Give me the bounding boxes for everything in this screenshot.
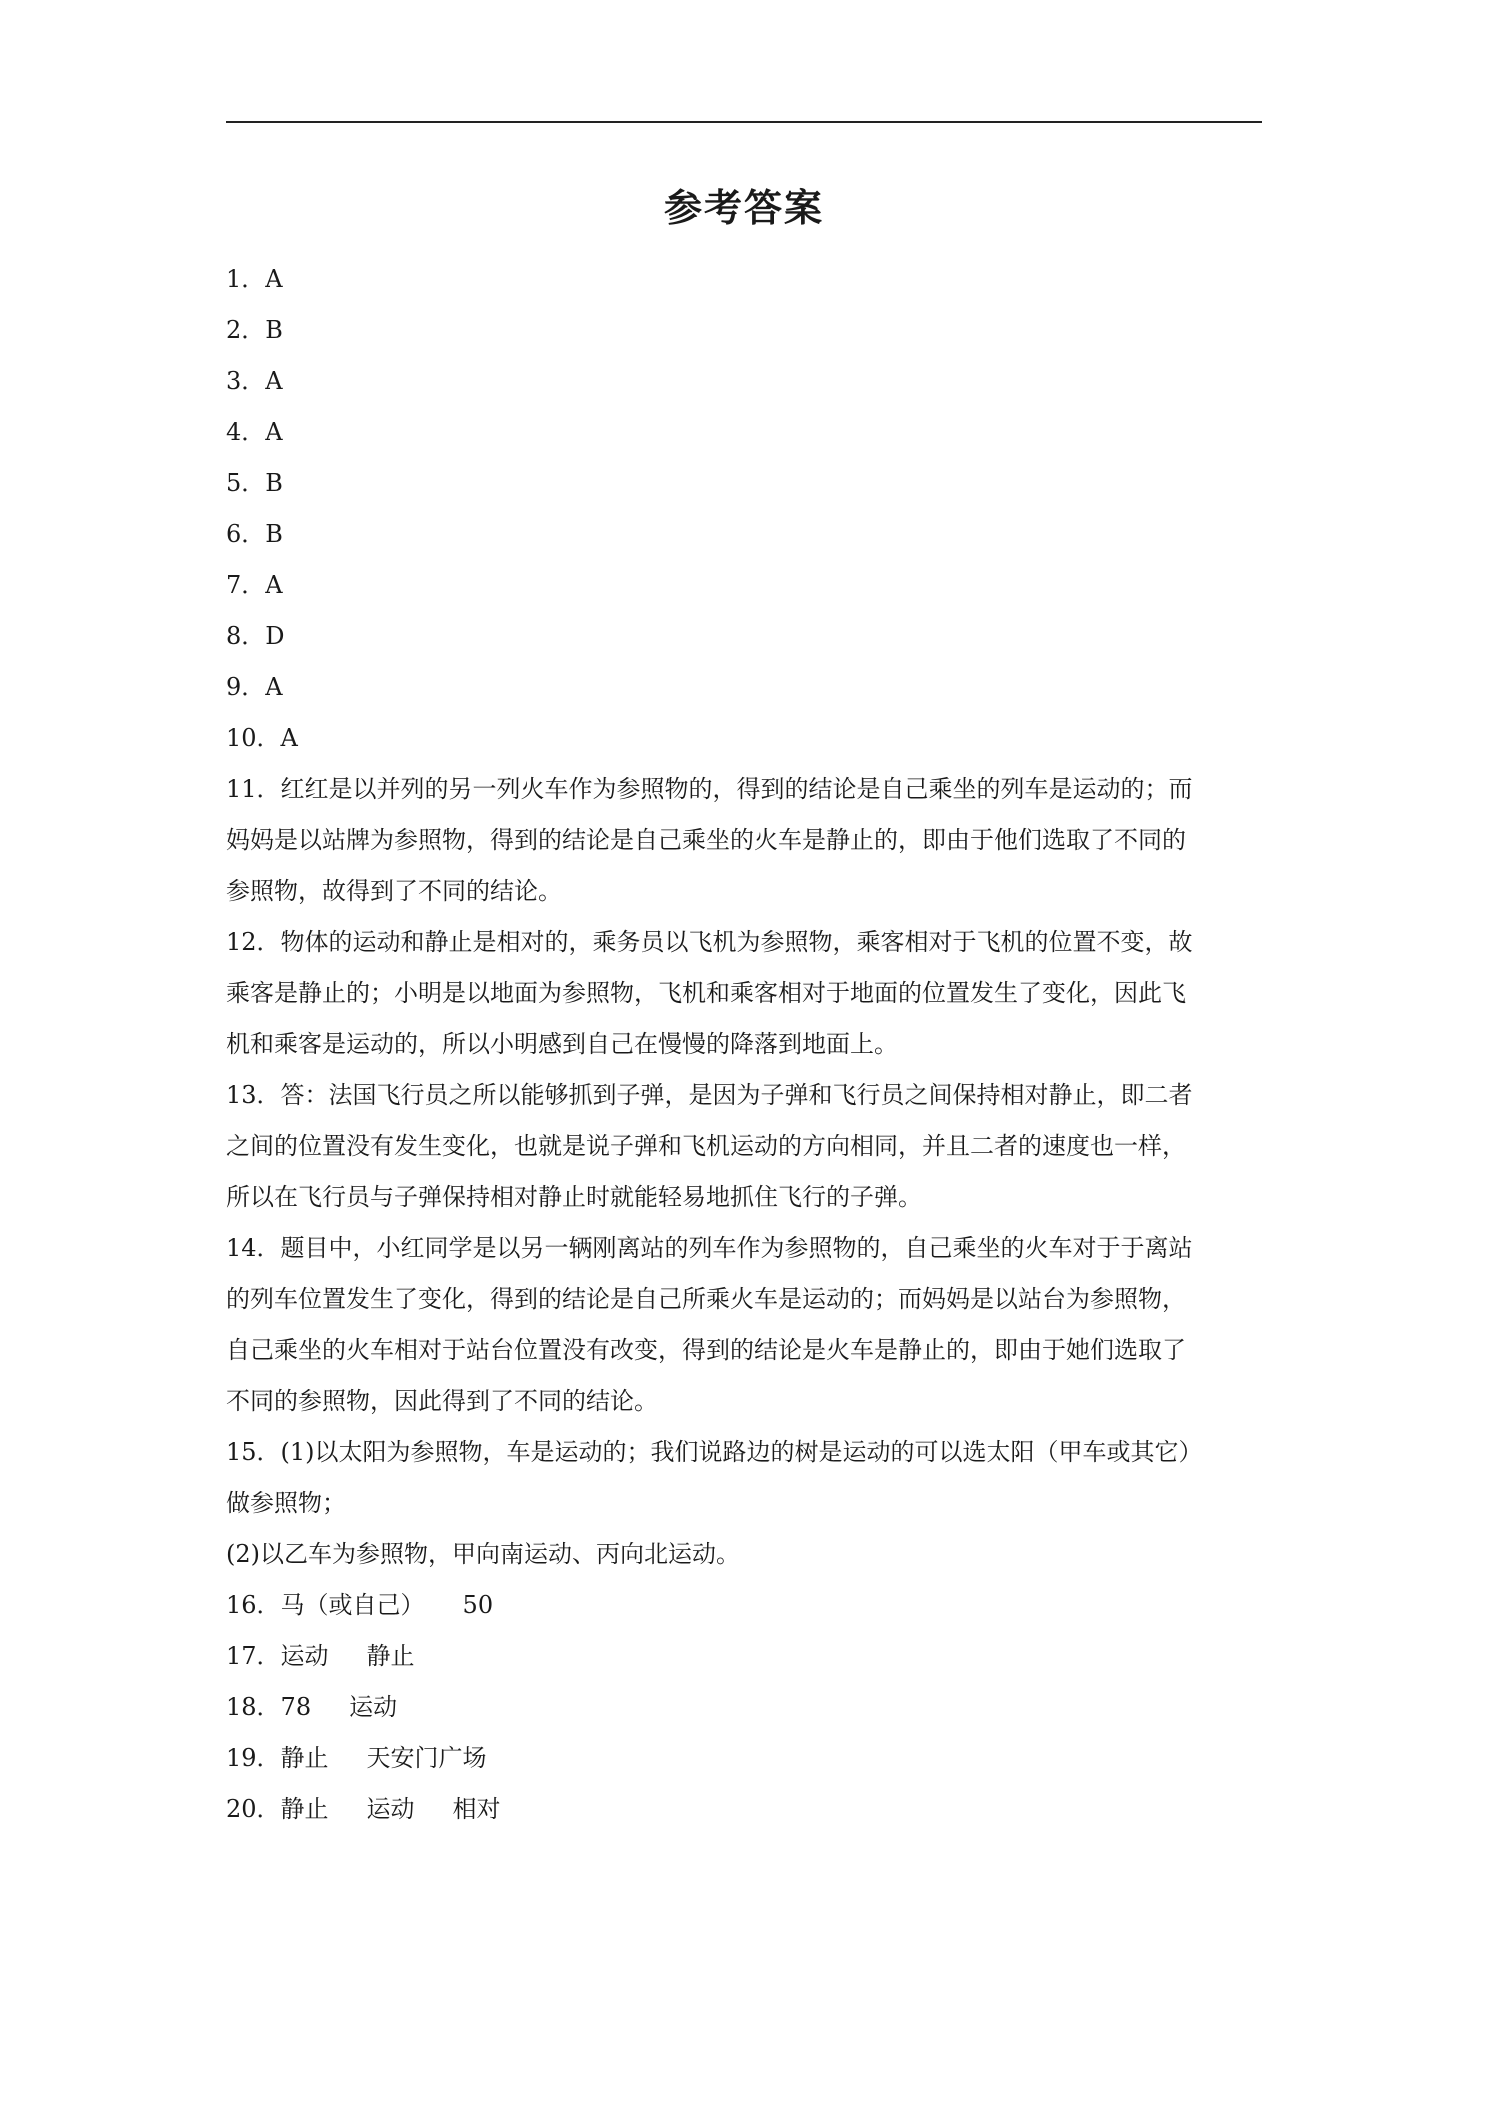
answer-line (226, 1529, 1262, 1580)
answer-line (226, 764, 1262, 815)
page-title: 参考答案 (663, 185, 824, 230)
answer-line (226, 1172, 1262, 1223)
answer-blank: 静止 (280, 1795, 329, 1823)
answer-line (226, 1376, 1262, 1427)
answer-line (226, 1121, 1262, 1172)
answer-choice: A (265, 265, 283, 293)
answer-number: 1． (226, 265, 266, 293)
answer-text: 之间的位置没有发生变化，也就是说子弹和飞机运动的方向相同，并且二者的速度也一样， (226, 1132, 1186, 1160)
answer-line (226, 917, 1262, 968)
answer-number: 17． (226, 1642, 281, 1670)
answer-number: 13． (226, 1081, 281, 1109)
fill-answer-item (226, 1631, 1262, 1682)
answer-blank: 运动 (280, 1642, 329, 1670)
answer-number: 8． (226, 622, 266, 650)
essay-answer-item (226, 1427, 1262, 1580)
answer-text: 不同的参照物，因此得到了不同的结论。 (226, 1387, 658, 1415)
answer-number: 14． (226, 1234, 281, 1262)
answer-number: 11． (226, 775, 281, 803)
answer-text: 做参照物； (226, 1489, 346, 1517)
answer-number: 7． (226, 571, 266, 599)
answer-line (226, 1325, 1262, 1376)
answer-line (226, 1019, 1262, 1070)
essay-answer-list (226, 764, 1262, 1580)
answer-number: 5． (226, 469, 266, 497)
answer-line (226, 1070, 1262, 1121)
answer-text: 的列车位置发生了变化，得到的结论是自己所乘火车是运动的；而妈妈是以站台为参照物， (226, 1285, 1186, 1313)
answer-list (226, 254, 1262, 1835)
answer-item (226, 611, 1262, 662)
answer-item (226, 407, 1262, 458)
answer-line (226, 1478, 1262, 1529)
fill-answer-item (226, 1682, 1262, 1733)
answer-text: 参照物，故得到了不同的结论。 (226, 877, 562, 905)
answer-line (226, 968, 1262, 1019)
answer-item (226, 509, 1262, 560)
answer-item (226, 560, 1262, 611)
answer-item (226, 305, 1262, 356)
answer-choice: A (265, 418, 283, 446)
answer-blank: 静止 (280, 1744, 329, 1772)
answer-choice: A (265, 673, 283, 701)
answer-text: 物体的运动和静止是相对的，乘务员以飞机为参照物，乘客相对于飞机的位置不变，故 (280, 928, 1193, 956)
answer-number: 20． (226, 1795, 281, 1823)
answer-text: 题目中，小红同学是以另一辆刚离站的列车作为参照物的，自己乘坐的火车对于于离站 (280, 1234, 1193, 1262)
answer-choice: A (265, 367, 283, 395)
answer-item (226, 458, 1262, 509)
answer-text: 自己乘坐的火车相对于站台位置没有改变，得到的结论是火车是静止的，即由于她们选取了 (226, 1336, 1186, 1364)
answer-number: 4． (226, 418, 266, 446)
fill-answer-item (226, 1580, 1262, 1631)
answer-text: 乘客是静止的；小明是以地面为参照物，飞机和乘客相对于地面的位置发生了变化，因此飞 (226, 979, 1186, 1007)
answer-number: 2． (226, 316, 266, 344)
answer-line (226, 1427, 1262, 1478)
answer-number: 19． (226, 1744, 281, 1772)
answer-line (226, 1274, 1262, 1325)
answer-number: 6． (226, 520, 266, 548)
answer-text: 答：法国飞行员之所以能够抓到子弹，是因为子弹和飞行员之间保持相对静止，即二者 (280, 1081, 1193, 1109)
answer-text: 红红是以并列的另一列火车作为参照物的，得到的结论是自己乘坐的列车是运动的；而 (280, 775, 1193, 803)
essay-answer-item (226, 1223, 1262, 1427)
answer-blank: 相对 (452, 1795, 501, 1823)
answer-choice: D (265, 622, 285, 650)
answer-blank: 运动 (349, 1693, 398, 1721)
fill-answer-item (226, 1733, 1262, 1784)
header-rule (226, 121, 1262, 123)
essay-answer-item (226, 1070, 1262, 1223)
answer-choice: B (265, 469, 283, 497)
answer-blank: 78 (280, 1693, 312, 1721)
answer-number: 3． (226, 367, 266, 395)
answer-blank: 静止 (366, 1642, 415, 1670)
answer-number: 15． (226, 1438, 281, 1466)
fill-answer-item (226, 1784, 1262, 1835)
short-answer-list (226, 254, 1262, 764)
answer-text: 机和乘客是运动的，所以小明感到自己在慢慢的降落到地面上。 (226, 1030, 898, 1058)
answer-choice: B (265, 316, 283, 344)
answer-number: 16． (226, 1591, 281, 1619)
answer-item (226, 662, 1262, 713)
answer-item (226, 356, 1262, 407)
answer-choice: A (265, 571, 283, 599)
answer-item (226, 254, 1262, 305)
answer-blank: 运动 (366, 1795, 415, 1823)
answer-item (226, 713, 1262, 764)
essay-answer-item (226, 764, 1262, 917)
answer-line (226, 1223, 1262, 1274)
answer-number: 18． (226, 1693, 281, 1721)
answer-choice: A (280, 724, 298, 752)
answer-text: 所以在飞行员与子弹保持相对静止时就能轻易地抓住飞行的子弹。 (226, 1183, 922, 1211)
essay-answer-item (226, 917, 1262, 1070)
answer-blank: 马（或自己） (280, 1591, 425, 1619)
answer-choice: B (265, 520, 283, 548)
answer-line (226, 815, 1262, 866)
answer-number: 10． (226, 724, 281, 752)
answer-number: 9． (226, 673, 266, 701)
answer-text: (1)以太阳为参照物，车是运动的；我们说路边的树是运动的可以选太阳（甲车或其它） (280, 1438, 1203, 1466)
answer-text: (2)以乙车为参照物，甲向南运动、丙向北运动。 (226, 1540, 740, 1568)
answer-line (226, 866, 1262, 917)
answer-blank: 50 (462, 1591, 494, 1619)
answer-number: 12． (226, 928, 281, 956)
fill-answer-list (226, 1580, 1262, 1835)
answer-blank: 天安门广场 (366, 1744, 487, 1772)
answer-text: 妈妈是以站牌为参照物，得到的结论是自己乘坐的火车是静止的，即由于他们选取了不同的 (226, 826, 1186, 854)
